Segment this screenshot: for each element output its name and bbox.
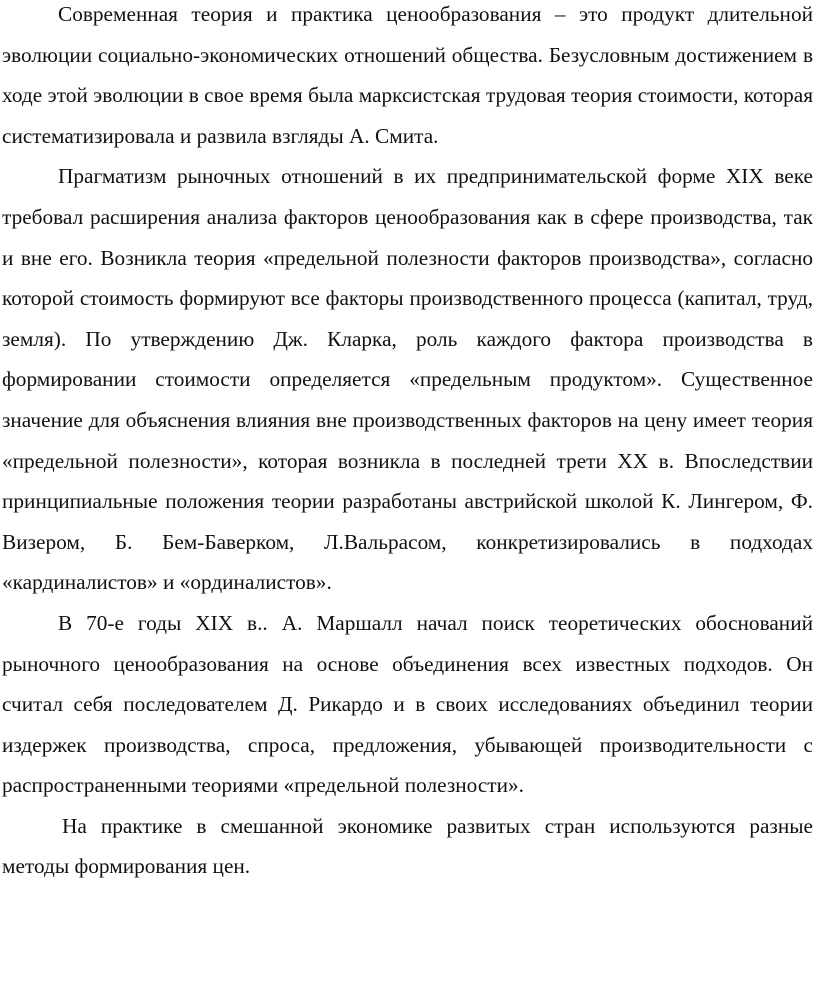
document-body: [2, 0, 813, 887]
paragraph-1: Современная теория и практика ценообразования – это продукт длительной эволюции социально-экономических отношений общества. Безусловным достижением в ходе этой эволюции в свое время была марксистская трудовая теория стоимости, которая систематизировала и развила взгляды А. Смита.: [2, 2, 813, 148]
paragraph-3: В 70-е годы XIX в.. А. Маршалл начал поиск теоретических обоснований рыночного ценообразования на основе объединения всех известных подходов. Он считал себя последователем Д. Рикардо и в своих исследованиях объединил теории издержек производства, спроса, предложения, убывающей производительности с распространенными теориями «предельной полезности».: [2, 610, 813, 798]
paragraph-4: На практике в смешанной экономике развитых стран используются разные методы формирования цен.: [2, 813, 813, 879]
paragraph-2: Прагматизм рыночных отношений в их предпринимательской форме XIX веке требовал расширения анализа факторов ценообразования как в сфере производства, так и вне его. Возникла теория «предельной полезности факторов производства», согласно которой стоимость формируют все факторы производственного процесса (капитал, труд, земля). По утверждению Дж. Кларка, роль каждого фактора производства в формировании стоимости определяется «предельным продуктом». Существенное значение для объяснения влияния вне производственных факторов на цену имеет теория «предельной полезности», которая возникла в последней трети XX в. Впоследствии принципиальные положения теории разработаны австрийской школой К. Лингером, Ф. Визером, Б. Бем-Баверком, Л.Вальрасом, конкретизировались в подходах «кардиналистов» и «ординалистов».: [2, 164, 813, 595]
